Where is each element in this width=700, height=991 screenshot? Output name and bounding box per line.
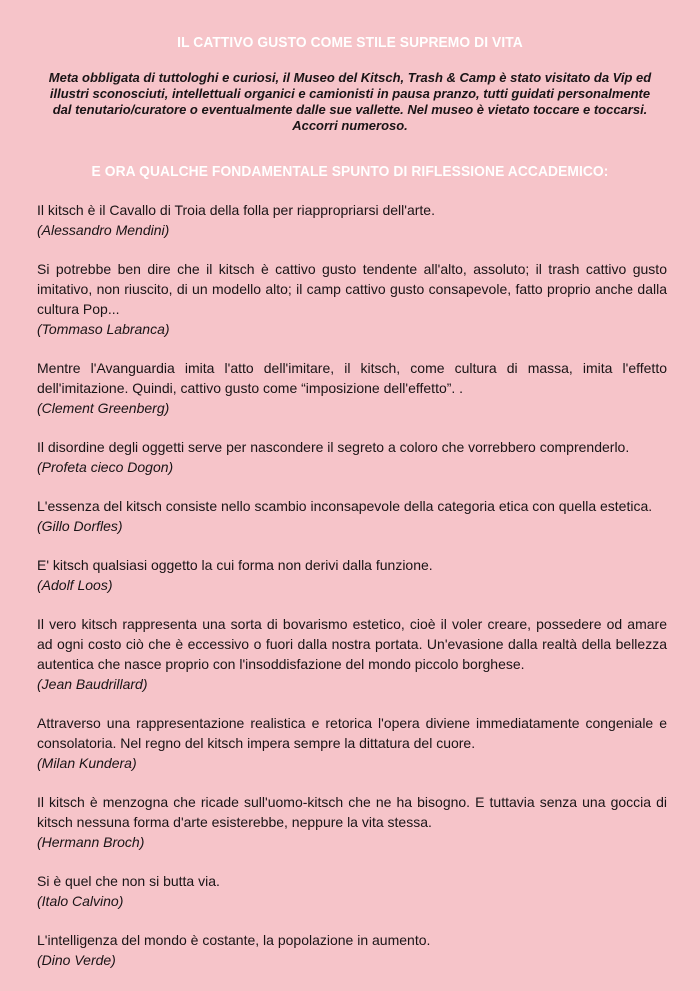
- quote-author: (Dino Verde): [37, 952, 116, 968]
- page-title: IL CATTIVO GUSTO COME STILE SUPREMO DI VITA: [177, 34, 523, 51]
- quote-item: [37, 555, 667, 595]
- quote-item: [37, 792, 667, 852]
- quote-text: E' kitsch qualsiasi oggetto la cui forma non derivi dalla funzione.: [37, 557, 433, 573]
- quote-text: L'intelligenza del mondo è costante, la popolazione in aumento.: [37, 932, 431, 948]
- section-subtitle: E ORA QUALCHE FONDAMENTALE SPUNTO DI RIFLESSIONE ACCADEMICO:: [91, 163, 609, 180]
- quote-item: [37, 930, 667, 970]
- quote-author: (Alessandro Mendini): [37, 222, 170, 238]
- quote-author: (Gillo Dorfles): [37, 518, 123, 534]
- quote-author: (Clement Greenberg): [37, 400, 170, 416]
- quote-item: [37, 713, 667, 773]
- quote-item: [37, 259, 667, 339]
- quote-author: (Hermann Broch): [37, 834, 145, 850]
- quote-text: Si potrebbe ben dire che il kitsch è cattivo gusto tendente all'alto, assoluto; il trash cattivo gusto imitativo, non riuscito, di un modello alto; il camp cattivo gusto consapevole, fatto proprio anche dalla cultura Pop...: [37, 261, 667, 317]
- quote-item: [37, 496, 667, 536]
- quote-item: [37, 871, 667, 911]
- intro-paragraph: Meta obbligata di tuttologhi e curiosi, il Museo del Kitsch, Trash & Camp è stato visitato da Vip ed illustri sconosciuti, intellettuali organici e camionisti in pausa pranzo, tutti guidati personalmente dal tenutario/curatore o eventualmente dalle sue vallette. Nel museo è vietato toccare e toccarsi. Accorri numeroso.: [48, 70, 652, 133]
- quote-author: (Milan Kundera): [37, 755, 137, 771]
- quote-item: [37, 358, 667, 418]
- quote-text: L'essenza del kitsch consiste nello scambio inconsapevole della categoria etica con quella estetica.: [37, 498, 653, 514]
- quote-text: Il vero kitsch rappresenta una sorta di bovarismo estetico, cioè il voler creare, possedere od amare ad ogni costo ciò che è eccessivo o fuori dalla nostra portata. Un'evasione dalla realtà della bellezza autentica che nasce proprio con l'insoddisfazione del mondo piccolo borghese.: [37, 616, 667, 672]
- quote-author: (Profeta cieco Dogon): [37, 459, 174, 475]
- quote-author: (Tommaso Labranca): [37, 321, 170, 337]
- quote-author: (Jean Baudrillard): [37, 676, 148, 692]
- quote-item: [37, 200, 667, 240]
- quote-author: (Adolf Loos): [37, 577, 113, 593]
- quote-author: (Italo Calvino): [37, 893, 124, 909]
- quote-text: Il disordine degli oggetti serve per nascondere il segreto a coloro che vorrebbero comprenderlo.: [37, 439, 630, 455]
- quote-text: Il kitsch è il Cavallo di Troia della folla per riappropriarsi dell'arte.: [37, 202, 435, 218]
- quote-text: Attraverso una rappresentazione realistica e retorica l'opera diviene immediatamente congeniale e consolatoria. Nel regno del kitsch impera sempre la dittatura del cuore.: [37, 715, 667, 751]
- quotes-list: [37, 200, 667, 970]
- quote-text: Mentre l'Avanguardia imita l'atto dell'imitare, il kitsch, come cultura di massa, imita l'effetto dell'imitazione. Quindi, cattivo gusto come “imposizione dell'effetto”. .: [37, 360, 667, 396]
- quote-item: [37, 437, 667, 477]
- quote-text: Si è quel che non si butta via.: [37, 873, 220, 889]
- quote-text: Il kitsch è menzogna che ricade sull'uomo-kitsch che ne ha bisogno. E tuttavia senza una goccia di kitsch nessuna forma d'arte esisterebbe, neppure la vita stessa.: [37, 794, 667, 830]
- quote-item: [37, 614, 667, 694]
